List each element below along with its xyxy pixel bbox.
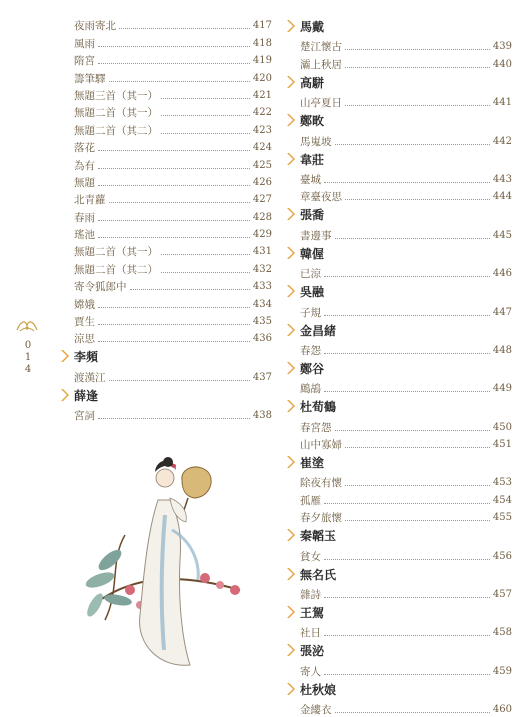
page-ref: 447 [492,306,512,318]
poet-name: 高駢 [300,75,325,90]
toc-entry[interactable] [300,131,512,148]
dot-leader [130,289,250,290]
toc-entry[interactable] [74,207,272,224]
page-ref: 444 [492,191,512,203]
dot-leader [161,115,250,116]
dot-leader [161,98,250,99]
dot-leader [324,353,490,354]
poet-heading [300,16,512,37]
poet-name: 杜荀鶴 [300,400,337,415]
toc-entry[interactable] [74,103,272,120]
poem-title: 灞上秋居 [300,58,342,71]
dot-leader [335,430,490,431]
page-ref: 432 [252,263,272,275]
poem-title: 春夕旅懷 [300,512,342,525]
page-ref: 453 [492,477,512,489]
poem-title: 金縷衣 [300,704,332,717]
dot-leader [119,28,250,29]
chevron-marker-icon [286,682,296,696]
poem-title: 無題三首（其一） [74,89,158,102]
dot-leader [324,559,490,560]
toc-entry[interactable] [300,490,512,507]
poem-title: 渡漢江 [74,371,106,384]
toc-entry[interactable] [300,37,512,54]
chevron-marker-icon [286,361,296,375]
toc-entry[interactable] [74,155,272,172]
poet-name: 韓偓 [300,246,325,261]
poem-title: 已涼 [300,268,321,281]
page-ref: 425 [252,159,272,171]
page-ref: 448 [492,344,512,356]
poet-heading [300,243,512,264]
lady-illustration [70,440,260,685]
poem-title: 無題二首（其二） [74,263,158,276]
chevron-marker-icon [286,643,296,657]
chevron-marker-icon [286,152,296,166]
toc-left-column [74,16,272,423]
page-ref: 427 [252,194,272,206]
dot-leader [324,315,490,316]
poem-title: 山亭夏日 [300,97,342,110]
toc-entry[interactable] [74,259,272,276]
poet-heading [74,346,272,367]
page-ref: 446 [492,268,512,280]
poem-title: 無題二首（其一） [74,246,158,259]
poem-title: 為有 [74,159,95,172]
page-ref: 424 [252,142,272,154]
dot-leader [98,341,250,342]
dot-leader [98,185,250,186]
toc-entry[interactable] [74,406,272,423]
poem-title: 賈生 [74,316,95,329]
page-ref: 431 [252,246,272,258]
page-ref: 433 [252,281,272,293]
toc-entry[interactable] [300,187,512,204]
page-ref: 434 [252,298,272,310]
toc-entry[interactable] [74,33,272,50]
poet-name: 李頻 [74,350,99,365]
poet-name: 鄭谷 [300,361,325,376]
poem-title: 北青蘿 [74,194,106,207]
poem-title: 落花 [74,142,95,155]
chevron-marker-icon [286,399,296,413]
poem-title: 臺城 [300,173,321,186]
chevron-marker-icon [60,349,70,363]
poem-title: 寄人 [300,665,321,678]
dot-leader [324,391,490,392]
poem-title: 雜詩 [300,589,321,602]
page-ref: 440 [492,58,512,70]
dot-leader [324,276,490,277]
poet-heading [300,281,512,302]
poet-heading [300,204,512,225]
poet-name: 鄭畋 [300,114,325,129]
poem-title: 山中寡婦 [300,439,342,452]
dot-leader [324,182,490,183]
toc-entry[interactable] [74,242,272,259]
toc-entry[interactable] [300,93,512,110]
dot-leader [345,520,490,521]
poet-name: 王駕 [300,606,325,621]
toc-entry[interactable] [74,16,272,33]
toc-entry[interactable] [300,264,512,281]
page-ref: 441 [492,97,512,109]
page-ref: 454 [492,494,512,506]
poem-title: 春宮怨 [300,421,332,434]
dot-leader [98,307,250,308]
toc-entry[interactable] [300,225,512,242]
dot-leader [109,202,250,203]
page-ref: 420 [252,72,272,84]
dot-leader [98,418,250,419]
page-ref: 435 [252,316,272,328]
poet-heading [300,640,512,661]
page-ref: 455 [492,512,512,524]
chevron-marker-icon [286,605,296,619]
poem-title: 春怨 [300,344,321,357]
poem-title: 寄令狐郎中 [74,281,127,294]
dot-leader [324,503,490,504]
poet-heading [300,602,512,623]
chevron-marker-icon [286,567,296,581]
poet-name: 杜秋娘 [300,682,337,697]
toc-entry[interactable] [74,277,272,294]
toc-entry[interactable] [74,86,272,103]
toc-entry[interactable] [300,661,512,678]
dot-leader [98,168,250,169]
chevron-marker-icon [286,528,296,542]
toc-entry[interactable] [300,379,512,396]
dot-leader [335,238,490,239]
toc-entry[interactable] [74,225,272,242]
poet-heading [74,385,272,406]
toc-entry[interactable] [300,170,512,187]
page-ref: 443 [492,173,512,185]
poet-heading [300,525,512,546]
dot-leader [335,712,490,713]
poet-heading [300,72,512,93]
toc-entry[interactable] [74,312,272,329]
dot-leader [98,237,250,238]
toc-entry[interactable] [300,546,512,563]
poem-title: 書邊事 [300,229,332,242]
chevron-marker-icon [286,455,296,469]
poem-title: 無題 [74,176,95,189]
dot-leader [109,380,250,381]
dot-leader [324,597,490,598]
page-ref: 460 [492,704,512,716]
toc-entry[interactable] [300,700,512,717]
poem-title: 風雨 [74,37,95,50]
poet-name: 薛逢 [74,388,99,403]
dot-leader [98,220,250,221]
dot-leader [161,133,250,134]
toc-entry[interactable] [300,302,512,319]
toc-entry[interactable] [300,417,512,434]
poem-title: 春雨 [74,211,95,224]
dot-leader [345,485,490,486]
page-ref: 438 [252,410,272,422]
toc-entry[interactable] [74,173,272,190]
toc-entry[interactable] [74,51,272,68]
toc-entry[interactable] [74,68,272,85]
poet-heading [300,320,512,341]
poet-heading [300,564,512,585]
poet-name: 韋莊 [300,152,325,167]
page-ref: 458 [492,627,512,639]
page-ref: 457 [492,589,512,601]
poet-name: 崔塗 [300,456,325,471]
poet-heading [300,679,512,700]
poem-title: 孤雁 [300,494,321,507]
poet-name: 張喬 [300,208,325,223]
page-ref: 423 [252,124,272,136]
page-ref: 449 [492,383,512,395]
toc-entry[interactable] [300,341,512,358]
dot-leader [345,49,490,50]
page-ref: 422 [252,107,272,119]
page-ref: 437 [252,371,272,383]
page-ref: 459 [492,665,512,677]
poem-title: 無題二首（其一） [74,107,158,120]
poet-name: 吳融 [300,285,325,300]
dot-leader [98,46,250,47]
poem-title: 貧女 [300,550,321,563]
toc-entry[interactable] [74,294,272,311]
poem-title: 楚江懷古 [300,41,342,54]
dot-leader [345,199,490,200]
dot-leader [109,81,250,82]
toc-entry[interactable] [74,329,272,346]
dot-leader [98,324,250,325]
chevron-marker-icon [60,388,70,402]
dot-leader [345,447,490,448]
toc-entry[interactable] [74,367,272,384]
poem-title: 無題二首（其二） [74,124,158,137]
page-ref: 439 [492,41,512,53]
toc-entry[interactable] [300,585,512,602]
poet-heading [300,149,512,170]
chevron-marker-icon [286,207,296,221]
poem-title: 隋宮 [74,55,95,68]
toc-entry[interactable] [300,54,512,71]
toc-entry[interactable] [74,120,272,137]
toc-entry[interactable] [300,435,512,452]
poem-title: 除夜有懷 [300,477,342,490]
poem-title: 鷓鴣 [300,383,321,396]
poem-title: 宮詞 [74,410,95,423]
dot-leader [161,254,250,255]
page-ref: 428 [252,211,272,223]
page-ref: 419 [252,55,272,67]
toc-right-column [300,16,512,717]
poet-name: 秦韜玉 [300,529,337,544]
chevron-marker-icon [286,113,296,127]
page-ref: 417 [252,20,272,32]
poet-name: 金昌緒 [300,323,337,338]
poem-title: 子規 [300,306,321,319]
page-ref: 429 [252,229,272,241]
toc-entry[interactable] [300,473,512,490]
dot-leader [98,150,250,151]
poet-heading [300,452,512,473]
poet-heading [300,110,512,131]
dot-leader [324,635,490,636]
poem-title: 嫦娥 [74,298,95,311]
page-ref: 451 [492,439,512,451]
toc-entry[interactable] [74,138,272,155]
toc-entry[interactable] [300,508,512,525]
page-ref: 450 [492,421,512,433]
chevron-marker-icon [286,323,296,337]
dot-leader [98,63,250,64]
page-ref: 442 [492,135,512,147]
poet-heading [300,358,512,379]
poem-title: 籌筆驛 [74,72,106,85]
dot-leader [345,105,490,106]
chevron-marker-icon [286,246,296,260]
page-ref: 456 [492,550,512,562]
poem-title: 章臺夜思 [300,191,342,204]
poem-title: 涼思 [74,333,95,346]
poem-title: 社日 [300,627,321,640]
page-ref: 426 [252,176,272,188]
chevron-marker-icon [286,75,296,89]
poet-name: 無名氏 [300,567,337,582]
chevron-marker-icon [286,19,296,33]
page-ref: 421 [252,89,272,101]
floral-ornament-icon [14,316,40,336]
page-ref: 418 [252,37,272,49]
poem-title: 瑤池 [74,229,95,242]
poet-name: 馬戴 [300,20,325,34]
toc-entry[interactable] [300,623,512,640]
poet-heading [300,396,512,417]
poem-title: 夜雨寄北 [74,20,116,33]
poem-title: 馬嵬坡 [300,135,332,148]
dot-leader [345,67,490,68]
toc-entry[interactable] [74,190,272,207]
page-ref: 445 [492,229,512,241]
page-ref: 436 [252,333,272,345]
poet-name: 張泌 [300,644,325,659]
chevron-marker-icon [286,284,296,298]
dot-leader [335,144,490,145]
page-number: 014 [24,340,32,375]
dot-leader [161,272,250,273]
dot-leader [324,674,490,675]
